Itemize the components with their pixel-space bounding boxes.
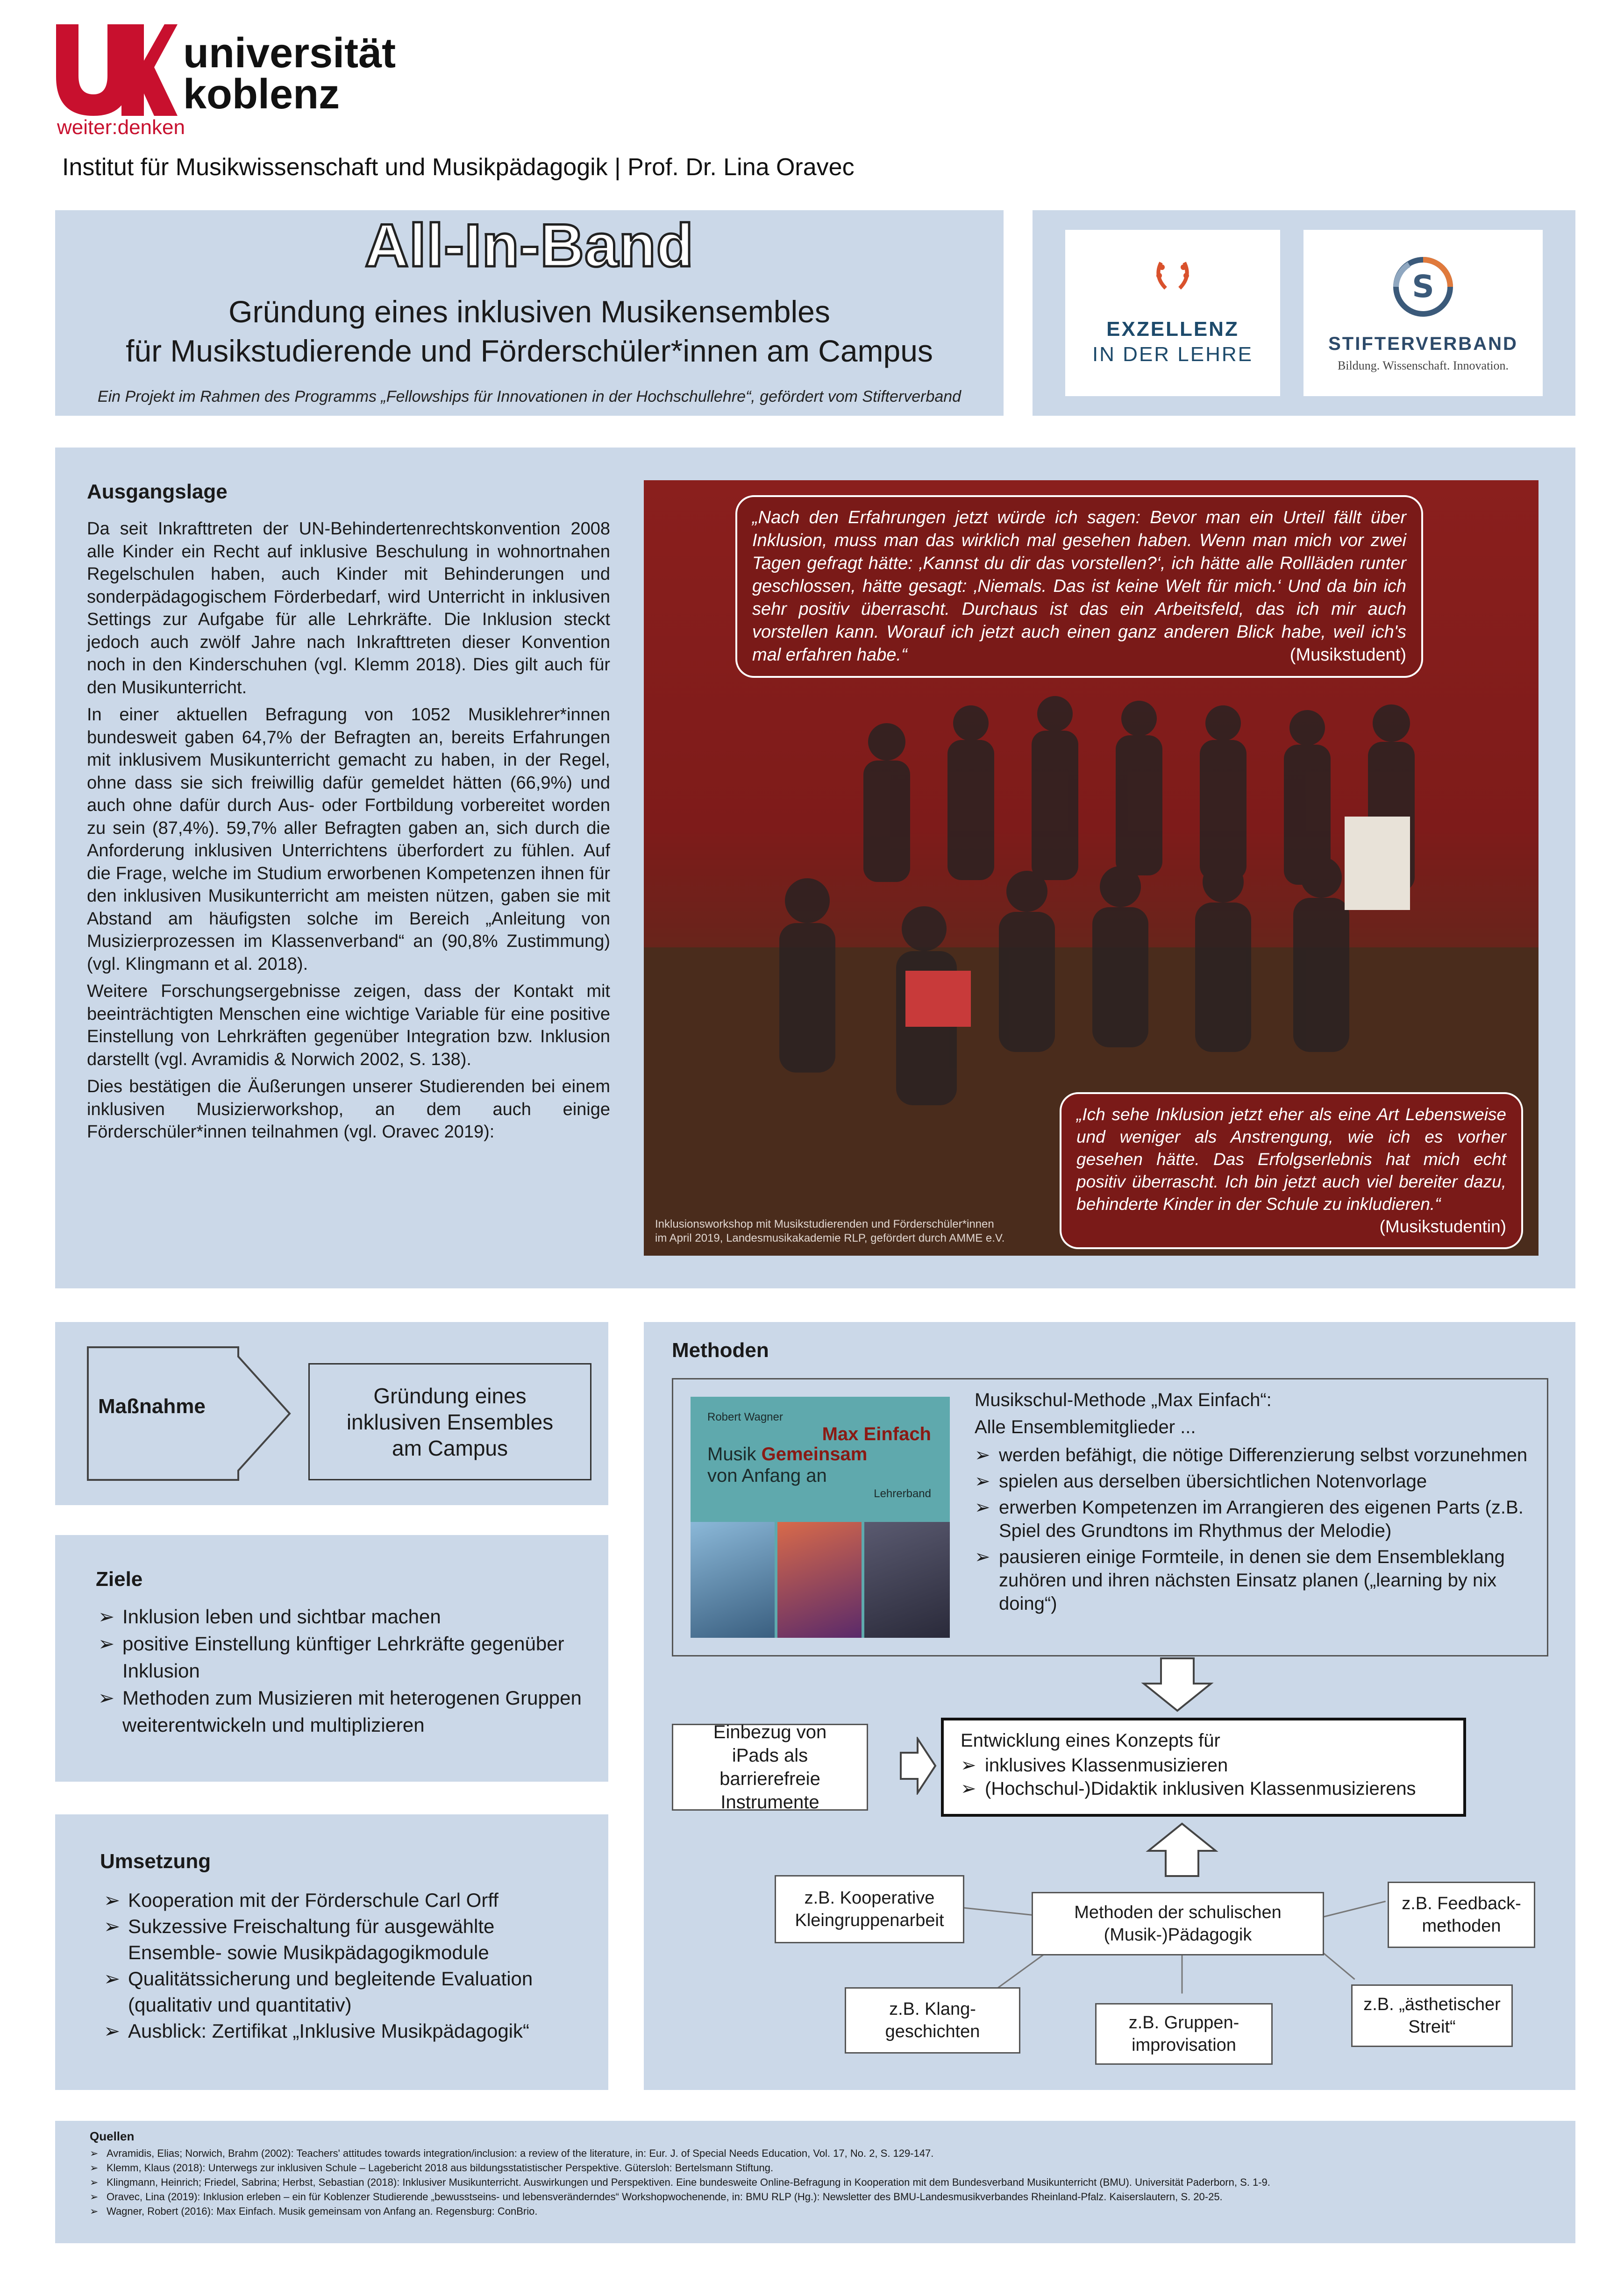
max-einfach-intro: Musikschul-Methode „Max Einfach“: Alle Ensemblemitglieder ... [975,1390,1272,1437]
umsetzung-heading: Umsetzung [100,1850,211,1873]
ausgangslage-paragraph-2: In einer aktuellen Befragung von 1052 Musiklehrer*innen bundesweit gaben 64,7% der Befragten an, bereits Erfahrungen mit inklusivem Musikunterricht gemacht zu haben, in der Regel, ohne dass sie sich freiwillig dafür gemeldet hätten (66,9%) und auch ohne dafür durch Aus- oder Fortbildung vorbereitet worden zu sein (87,4%). 59,7% aller Befragten gaben an, sich durch die Anforderung inklusiven Unterrichtens überfordert zu fühlen. Auf die Frage, welche im Studium erworbenen Kompetenzen ihnen für den inklusiven Musikunterricht am meisten nützen, gaben sie mit Abstand am häufigsten solche im Bereich „Anleitung von Musizierprozessen im Klassenverband“ an (90,8% Zustimmung) (vgl. Klingmann et al. 2018). [87,705,610,974]
ziele-list [98,1603,584,1739]
massnahme-label: Maßnahme [98,1395,206,1418]
list-item: ➢ Sukzessive Freischaltung für ausgewählte Ensemble- sowie Musikpädagogikmodule [104,1913,590,1966]
ausgangslage-text [87,518,610,1148]
list-item: ➢ Methoden zum Musizieren mit heterogenen Gruppen weiterentwickeln und multiplizieren [98,1685,584,1739]
book-type: Lehrerband [874,1487,931,1500]
ausgangslage-paragraph-3: Weitere Forschungsergebnisse zeigen, dass der Kontakt mit beeinträchtigten Menschen eine wichtige Variable für eine positive Einstellung von Lehrkräften gegenüber Integration bzw. Inklusion darstellt (vgl. Avramidis & Norwich 2002, S. 138). [87,981,610,1069]
streit-box: z.B. „ästhetischer Streit“ [1351,1984,1513,2047]
book-photo-2 [777,1522,862,1638]
quote-bubble-studentin: „Ich sehe Inklusion jetzt eher als eine Art Lebensweise und weniger als Anstrengung, wie ich es vorher gesehen hätte. Das Erfolgserlebnis hat mich echt positiv überrascht. Ich bin jetzt auch viel bereiter dazu, behinderte Kinder in der Schule zu inkludieren.“ (Musikstudentin) [1060,1092,1523,1249]
kooperative-box: z.B. Kooperative Kleingruppenarbeit [775,1875,964,1943]
down-arrow-icon [1140,1656,1215,1713]
list-item: ➢ Klingmann, Heinrich; Friedel, Sabrina; Herbst, Sebastian (2018): Inklusiver Musikunterricht. Auswirkungen und Perspektiven. Eine bundesweite Online-Befragung in Kooperation mit dem Bundesverband Musikunterricht (BMU). Universität Paderborn, S. 1-9. [90,2175,1557,2189]
list-item: ➢ Kooperation mit der Förderschule Carl Orff [104,1887,590,1913]
book-series: Max Einfach [822,1424,931,1444]
quote-author-student: (Musikstudent) [1289,645,1406,665]
book-cover [691,1397,950,1638]
stifterverband-logo [1303,230,1543,396]
quellen-heading: Quellen [90,2129,135,2143]
list-item: ➢ Wagner, Robert (2016): Max Einfach. Musik gemeinsam von Anfang an. Regensburg: ConBrio. [90,2204,1557,2218]
stifterverband-tagline: Bildung. Wissenschaft. Innovation. [1337,359,1509,372]
quellen-list [90,2146,1557,2218]
poster-title: All-In-Band [364,211,694,279]
ausgangslage-paragraph-1: Da seit Inkrafttreten der UN-Behindertenrechtskonvention 2008 alle Kinder ein Recht auf inklusive Beschulung in wohnortnahen Regelschulen haben, auch Kinder mit Behinderungen und sonderpädagogischem Förderbedarf, wird Unterricht in inklusiven Settings zur Aufgabe für alle Lehrkräfte. Die Inklusion steckt jedoch auch zwölf Jahre nach Inkrafttreten dieser Konvention noch in den Kinderschuhen (vgl. Klemm 2018). Dies gilt auch für den Musikunterricht. [87,519,610,697]
laurel-icon [1152,258,1194,295]
ipads-text: Einbezug von iPads als barrierefreie Instrumente [713,1722,827,1813]
list-item: ➢ spielen aus derselben übersichtlichen Notenvorlage [975,1470,1531,1493]
institute-line: Institut für Musikwissenschaft und Musikpädagogik | Prof. Dr. Lina Oravec [62,154,855,181]
ausgangslage-paragraph-4: Dies bestätigen die Äußerungen unserer Studierenden bei einem inklusiven Musizierworkshop, an dem auch einige Förderschüler*innen teilnahmen (vgl. Oravec 2019): [87,1077,610,1142]
book-author: Robert Wagner [707,1411,783,1423]
stifterverband-s-icon [1390,254,1456,320]
book-photo-1 [691,1522,775,1638]
quote-author-studentin: (Musikstudentin) [1379,1217,1506,1236]
ausgangslage-heading: Ausgangslage [87,480,228,503]
concept-title: Entwicklung eines Konzepts für [961,1730,1220,1751]
concept-list [961,1754,1451,1800]
up-arrow-icon [1145,1822,1219,1878]
ziele-heading: Ziele [96,1568,143,1591]
university-tagline: weiter:denken [57,116,185,139]
university-name: universität koblenz [183,30,396,118]
umsetzung-list [104,1887,590,2044]
right-arrow-icon [899,1737,937,1795]
exzellenz-logo [1065,230,1280,396]
workshop-photo [644,480,1539,1256]
feedback-box: z.B. Feedback-methoden [1388,1882,1535,1948]
list-item: ➢ Ausblick: Zertifikat „Inklusive Musikpädagogik“ [104,2018,590,2044]
book-photo-3 [864,1522,950,1638]
list-item: ➢ Inklusion leben und sichtbar machen [98,1603,584,1630]
list-item: ➢ Avramidis, Elias; Norwich, Brahm (2002): Teachers' attitudes towards integration/inclusion: a review of the literature, in: Eur. J. of Special Needs Education, Vol. 17, No. 2, S. 129-147. [90,2146,1557,2161]
list-item: ➢ erwerben Kompetenzen im Arrangieren des eigenen Parts (z.B. Spiel des Grundtons im Rhythmus der Melodie) [975,1496,1531,1543]
ipads-box [672,1724,868,1811]
list-item: ➢ inklusives Klassenmusizieren [961,1754,1451,1777]
project-note: Ein Projekt im Rahmen des Programms „Fellowships für Innovationen in der Hochschullehre“, gefördert vom Stifterverband [97,388,962,405]
methoden-heading: Methoden [672,1339,769,1362]
university-logo-mark [56,24,178,118]
svg-text:S: S [1412,269,1434,305]
quote-bubble-student: „Nach den Erfahrungen jetzt würde ich sagen: Bevor man ein Urteil fällt über Inklusion, muss man das wirklich mal gesehen haben. Wenn man mich vor zwei Tagen gefragt hätte: ‚Kannst du dir das vorstellen?‘, ich hätte alle Rollläden runter geschlossen, hätte gesagt: ‚Niemals. Das ist keine Welt für mich.‘ Und da bin ich sehr positiv überrascht. Durchaus ist das ein Arbeitsfeld, das ich mir auch vorstellen kann. Worauf ich jetzt auch einen ganz anderen Blick habe, weil ich's mal erfahren habe.“ (Musikstudent) [735,495,1423,678]
book-title: Musik Gemeinsam von Anfang an [707,1444,868,1486]
gruppen-box: z.B. Gruppen-improvisation [1095,2003,1273,2065]
max-einfach-list [975,1443,1531,1615]
list-item: ➢ Oravec, Lina (2019): Inklusion erleben – ein für Koblenzer Studierende „bewusstseins- und lebensveränderndes“ Workshopwochenende, in: BMU RLP (Hg.): Newsletter des BMU-Landesmusikverbandes Rheinland-Pfalz. Kaiserslautern, S. 20-25. [90,2189,1557,2204]
list-item: ➢ Klemm, Klaus (2018): Unterwegs zur inklusiven Schule – Lagebericht 2018 aus bildungsstatistischer Perspektive. Gütersloh: Bertelsmann Stiftung. [90,2161,1557,2175]
list-item: ➢ positive Einstellung künftiger Lehrkräfte gegenüber Inklusion [98,1630,584,1685]
list-item: ➢ (Hochschul-)Didaktik inklusiven Klassenmusizierens [961,1777,1451,1800]
stifterverband-name: STIFTERVERBAND [1328,334,1518,354]
massnahme-text: Gründung eines inklusiven Ensembles am Campus [346,1383,554,1460]
photo-caption: Inklusionsworkshop mit Musikstudierenden und Förderschüler*innen im April 2019, Landesmusikakademie RLP, gefördert durch AMME e.V. [655,1218,1005,1244]
list-item: ➢ pausieren einige Formteile, in denen sie dem Ensembleklang zuhören und ihren nächsten Einsatz planen („learning by nix doing“) [975,1545,1531,1615]
list-item: ➢ werden befähigt, die nötige Differenzierung selbst vorzunehmen [975,1443,1531,1467]
klang-box: z.B. Klang-geschichten [845,1987,1020,2054]
list-item: ➢ Qualitätssicherung und begleitende Evaluation (qualitativ und quantitativ) [104,1966,590,2018]
exzellenz-line2: IN DER LEHRE [1092,343,1254,366]
exzellenz-line1: EXZELLENZ [1106,318,1239,341]
poster-subtitle: Gründung eines inklusiven Musikensembles für Musikstudierende und Förderschüler*innen am Campus [126,294,933,368]
massnahme-box [308,1363,591,1480]
central-methods-box: Methoden der schulischen (Musik-)Pädagogik [1032,1892,1324,1955]
